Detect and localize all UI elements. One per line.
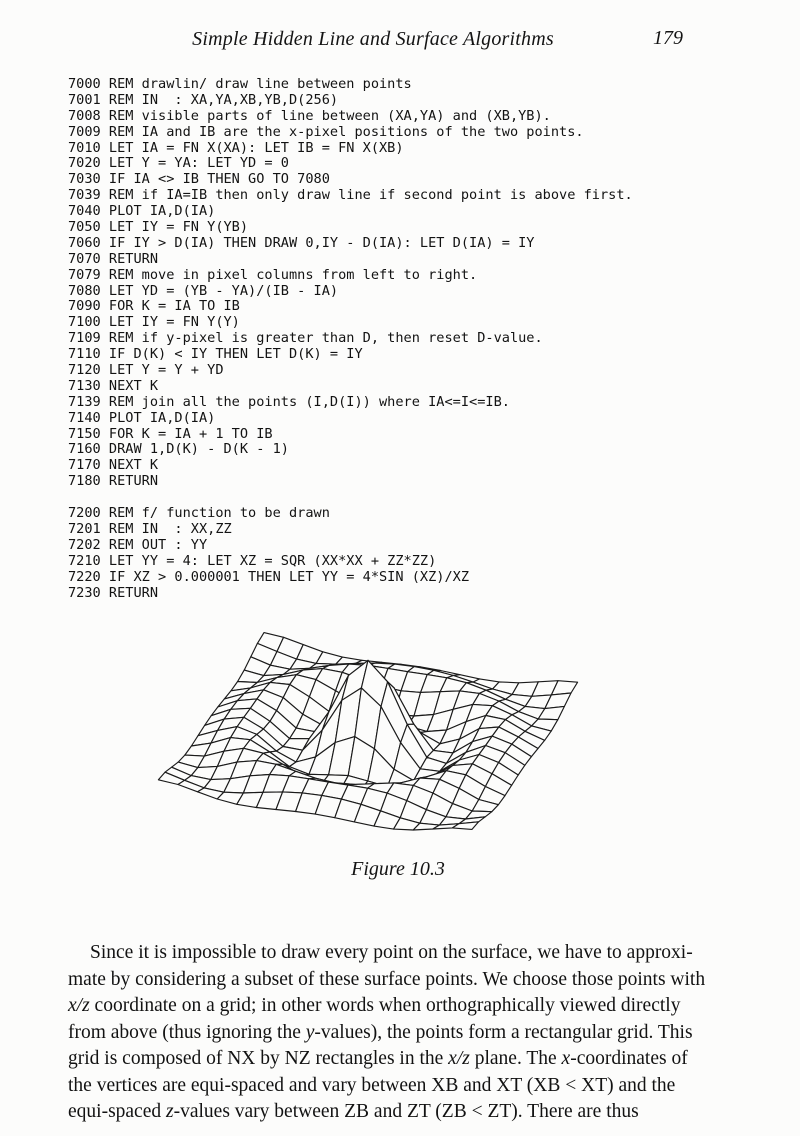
- surface-plot: [152, 616, 592, 858]
- code-line: 7039 REM if IA=IB then only draw line if second point is above first.: [68, 187, 633, 204]
- code-line: 7009 REM IA and IB are the x-pixel positions of the two points.: [68, 123, 584, 140]
- code-line: 7030 IF IA <> IB THEN GO TO 7080: [68, 171, 330, 188]
- code-line: [68, 490, 740, 506]
- code-line: 7050 LET IY = FN Y(YB): [68, 219, 249, 236]
- paragraph-line: from above (thus ignoring the y-values), the points form a rectangular grid. This: [68, 1021, 693, 1043]
- paragraph-line: equi-spaced z-values vary between ZB and ZT (ZB < ZT). There are thus: [68, 1101, 639, 1122]
- body-paragraph: [68, 940, 758, 1126]
- code-line: 7150 FOR K = IA + 1 TO IB: [68, 425, 273, 442]
- code-line: 7120 LET Y = Y + YD: [68, 362, 224, 379]
- code-line: 7109 REM if y-pixel is greater than D, then reset D-value.: [68, 330, 543, 347]
- code-line: 7100 LET IY = FN Y(Y): [68, 314, 240, 331]
- paragraph-line: x/z coordinate on a grid; in other words when orthographically viewed directly: [68, 995, 681, 1016]
- paragraph-line: the vertices are equi-spaced and vary between XB and XT (XB < XT) and the: [68, 1074, 676, 1096]
- code-line: 7139 REM join all the points (I,D(I)) where IA<=I<=IB.: [68, 393, 510, 410]
- figure-10-3: [152, 616, 592, 858]
- code-line: 7080 LET YD = (YB - YA)/(IB - IA): [68, 282, 339, 299]
- code-line: 7170 NEXT K: [68, 457, 159, 474]
- page-title: Simple Hidden Line and Surface Algorithms: [192, 28, 554, 50]
- code-line: 7202 REM OUT : YY: [68, 536, 208, 553]
- code-listing: [68, 77, 740, 601]
- paragraph-line: Since it is impossible to draw every point on the surface, we have to approxi-: [90, 942, 693, 963]
- code-line: 7001 REM IN : XA,YA,XB,YB,D(256): [68, 91, 339, 108]
- code-line: 7090 FOR K = IA TO IB: [68, 298, 240, 315]
- code-line: 7180 RETURN: [68, 473, 159, 490]
- code-line: 7020 LET Y = YA: LET YD = 0: [68, 155, 289, 172]
- code-line: 7130 NEXT K: [68, 377, 159, 394]
- code-line: 7201 REM IN : XX,ZZ: [68, 520, 232, 537]
- code-line: 7079 REM move in pixel columns from left to right.: [68, 266, 478, 283]
- code-line: 7110 IF D(K) < IY THEN LET D(K) = IY: [68, 346, 363, 363]
- code-line: 7008 REM visible parts of line between (XA,YA) and (XB,YB).: [68, 107, 551, 124]
- code-line: 7160 DRAW 1,D(K) - D(K - 1): [68, 441, 289, 458]
- page-number: 179: [653, 27, 683, 49]
- code-line: 7140 PLOT IA,D(IA): [68, 409, 216, 426]
- code-line: 7060 IF IY > D(IA) THEN DRAW 0,IY - D(IA): LET D(IA) = IY: [68, 234, 535, 251]
- figure-caption: Figure 10.3: [351, 858, 445, 880]
- paragraph-line: grid is composed of NX by NZ rectangles in the x/z plane. The x-coordinates of: [68, 1048, 688, 1069]
- code-line: 7220 IF XZ > 0.000001 THEN LET YY = 4*SIN (XZ)/XZ: [68, 568, 470, 585]
- code-line: 7000 REM drawlin/ draw line between points: [68, 76, 412, 92]
- code-line: 7070 RETURN: [68, 250, 159, 267]
- code-line: 7200 REM f/ function to be drawn: [68, 505, 330, 522]
- code-line: 7210 LET YY = 4: LET XZ = SQR (XX*XX + ZZ*ZZ): [68, 552, 437, 569]
- code-line: 7040 PLOT IA,D(IA): [68, 203, 216, 220]
- code-line: 7010 LET IA = FN X(XA): LET IB = FN X(XB): [68, 139, 404, 156]
- paragraph-line: mate by considering a subset of these surface points. We choose those points with: [68, 968, 706, 990]
- code-line: 7230 RETURN: [68, 584, 159, 601]
